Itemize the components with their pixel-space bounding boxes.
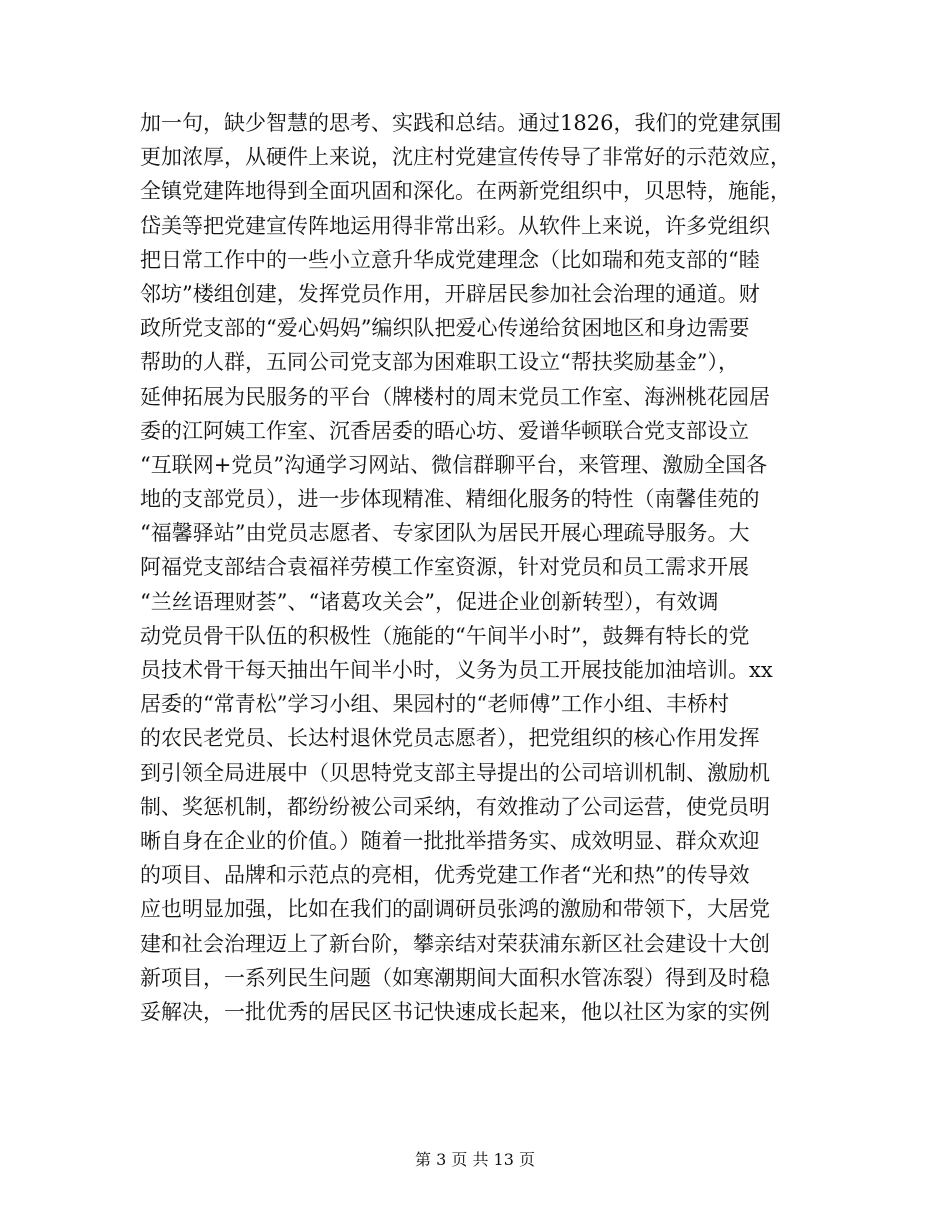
text-line: 邻坊”楼组创建，发挥党员作用，开辟居民参加社会治理的通道。财 [140, 281, 760, 306]
text-line: 制、奖惩机制，都纷纷被公司采纳，有效推动了公司运营，使党员明 [140, 794, 770, 819]
text-line: 应也明显加强，比如在我们的副调研员张鸿的激励和带领下，大居党 [140, 897, 770, 922]
text-line: 岱美等把党建宣传阵地运用得非常出彩。从软件上来说，许多党组织 [140, 213, 770, 238]
text-line: 的项目、品牌和示范点的亮相，优秀党建工作者“光和热”的传导效 [140, 863, 750, 888]
text-line: 更加浓厚，从硬件上来说，沈庄村党建宣传传导了非常好的示范效应， [140, 145, 791, 170]
text-line: 委的江阿姨工作室、沉香居委的晤心坊、爱谱华顿联合党支部设立 [140, 418, 749, 443]
text-line: “福馨驿站”由党员志愿者、专家团队为居民开展心理疏导服务。大 [140, 521, 750, 546]
text-line: 加一句，缺少智慧的思考、实践和总结。通过1826，我们的党建氛围 [140, 111, 782, 135]
text-line: 的农民老党员、长达村退休党员志愿者），把党组织的核心作用发挥 [140, 726, 760, 751]
text-line: “互联网+党员”沟通学习网站、微信群聊平台，来管理、激励全国各 [140, 452, 768, 477]
body-text [140, 106, 820, 1029]
text-line: 员技术骨干每天抽出午间半小时，义务为员工开展技能加油培训。xx [140, 658, 773, 682]
text-line: 到引领全局进展中（贝思特党支部主导提出的公司培训机制、激励机 [140, 760, 770, 785]
text-line: 建和社会治理迈上了新台阶，攀亲结对荣获浦东新区社会建设十大创 [140, 931, 770, 956]
text-line: 晰自身在企业的价值。）随着一批批举措务实、成效明显、群众欢迎 [140, 828, 760, 853]
text-line: 地的支部党员），进一步体现精准、精细化服务的特性（南馨佳苑的 [140, 487, 760, 512]
text-line: 居委的“常青松”学习小组、果园村的“老师傅”工作小组、丰桥村 [140, 692, 729, 717]
text-line: 妥解决，一批优秀的居民区书记快速成长起来，他以社区为家的实例 [140, 999, 770, 1024]
text-line: 延伸拓展为民服务的平台（牌楼村的周末党员工作室、海洲桃花园居 [140, 384, 770, 409]
text-line: 政所党支部的“爱心妈妈”编织队把爱心传递给贫困地区和身边需要 [140, 316, 750, 341]
page-footer: 第 3 页 共 13 页 [415, 1150, 535, 1169]
text-line: 新项目，一系列民生问题（如寒潮期间大面积水管冻裂）得到及时稳 [140, 965, 770, 990]
text-line: 动党员骨干队伍的积极性（施能的“午间半小时”，鼓舞有特长的党 [140, 623, 750, 648]
text-line: “兰丝语理财荟”、“诸葛攻关会”，促进企业创新转型），有效调 [140, 589, 719, 614]
text-line: 全镇党建阵地得到全面巩固和深化。在两新党组织中，贝思特，施能， [140, 179, 791, 204]
text-line: 帮助的人群，五同公司党支部为困难职工设立“帮扶奖励基金”）， [140, 350, 739, 375]
text-line: 阿福党支部结合袁福祥劳模工作室资源，针对党员和员工需求开展 [140, 555, 749, 580]
text-line: 把日常工作中的一些小立意升华成党建理念（比如瑞和苑支部的“睦 [140, 247, 760, 272]
